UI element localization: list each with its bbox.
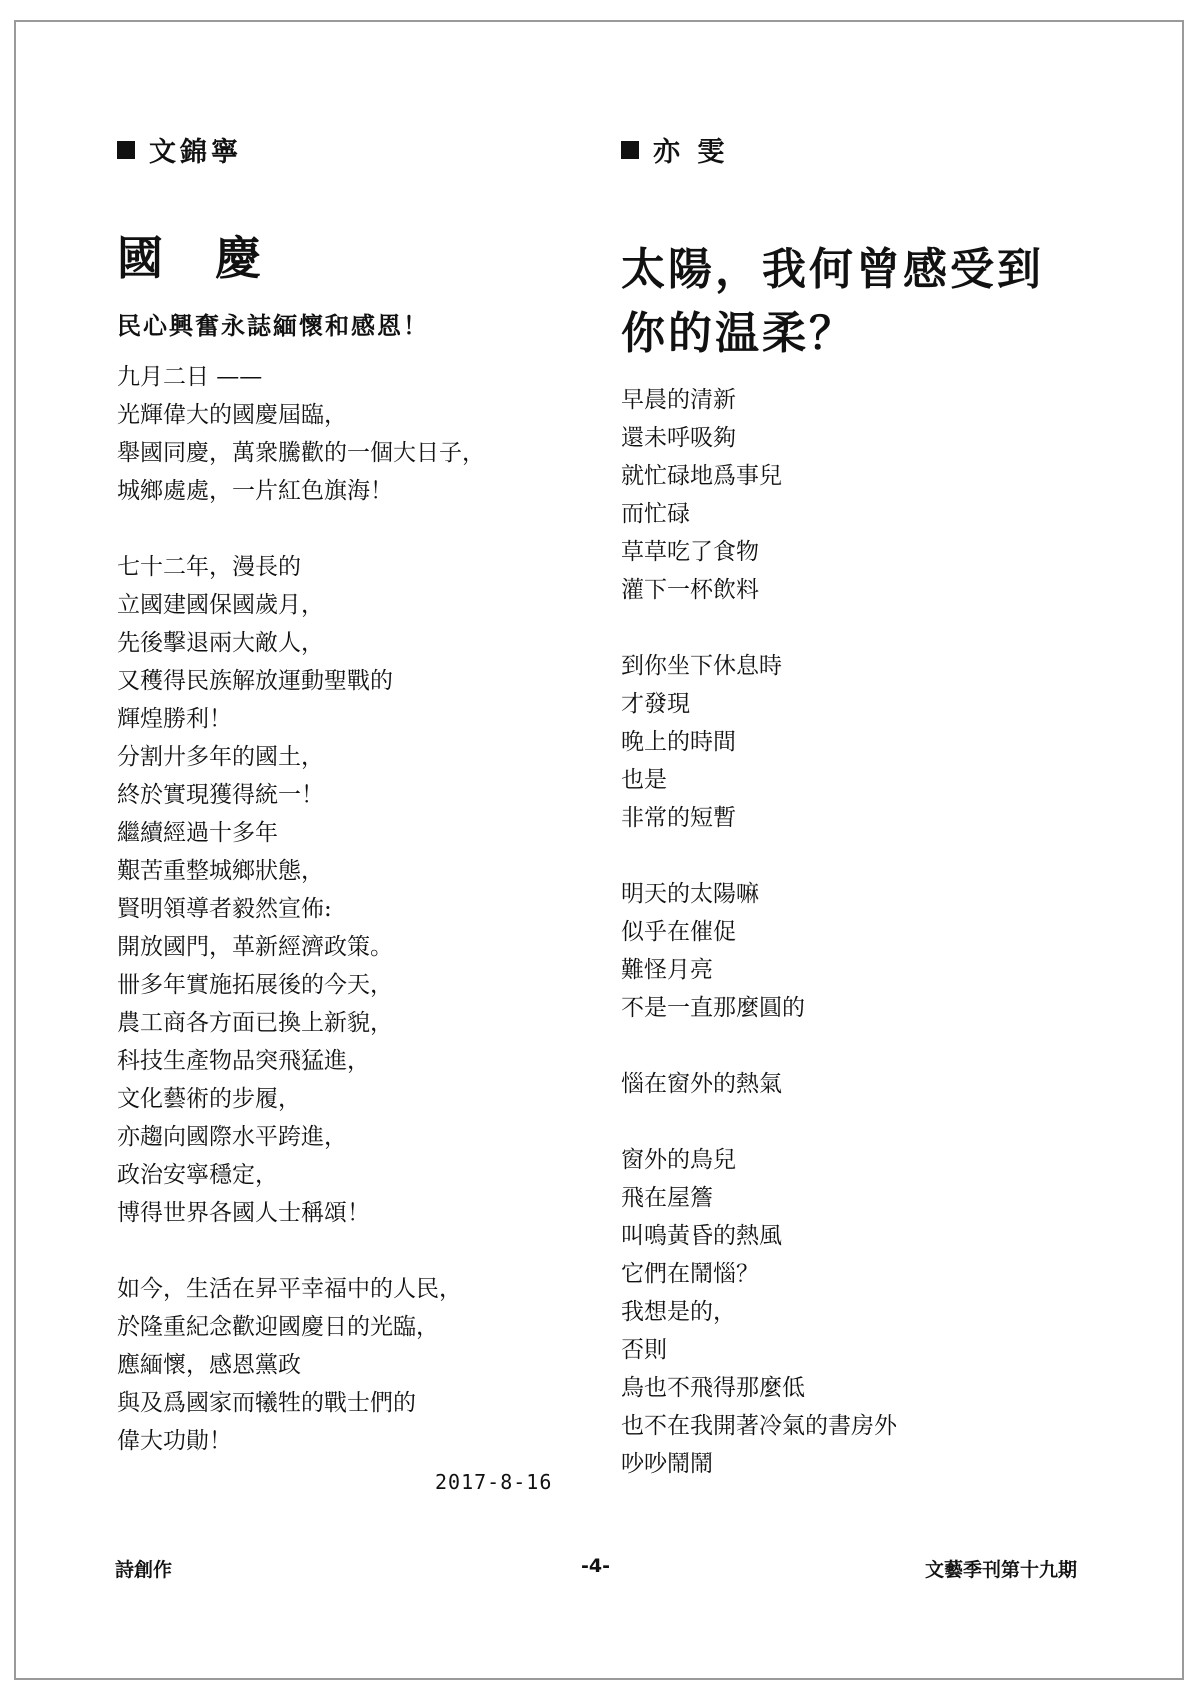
poem-line: 分割廾多年的國土， bbox=[117, 744, 324, 770]
footer-publication: 文藝季刊第十九期 bbox=[925, 1559, 1078, 1581]
poem-line: 文化藝術的步履， bbox=[117, 1086, 301, 1112]
poem-line: 卌多年實施拓展後的今天， bbox=[117, 972, 393, 998]
poem-line: 應緬懷，感恩黨政 bbox=[117, 1352, 301, 1378]
poem-line: 科技生產物品突飛猛進， bbox=[117, 1048, 370, 1074]
poem-line: 惱在窗外的熱氣 bbox=[621, 1071, 782, 1097]
poem-line: 博得世界各國人士稱頌！ bbox=[117, 1200, 370, 1226]
poem-line: 開放國門，革新經濟政策。 bbox=[117, 934, 393, 960]
right-poem-title-line1: 太陽，我何曾感受到 bbox=[621, 244, 1044, 295]
right-poem-title bbox=[621, 238, 1044, 366]
poem-line: 亦趨向國際水平跨進， bbox=[117, 1124, 347, 1150]
poem-line: 草草吃了食物 bbox=[621, 539, 759, 565]
right-author bbox=[621, 130, 728, 169]
poem-line: 明天的太陽嘛 bbox=[621, 881, 759, 907]
poem-line bbox=[621, 837, 897, 875]
poem-line: 立國建國保國歲月， bbox=[117, 592, 324, 618]
poem-line: 繼續經過十多年 bbox=[117, 820, 278, 846]
poem-line: 窗外的鳥兒 bbox=[621, 1147, 736, 1173]
poem-line: 也是 bbox=[621, 767, 667, 793]
poem-line: 賢明領導者毅然宣佈: bbox=[117, 896, 332, 922]
poem-line: 到你坐下休息時 bbox=[621, 653, 782, 679]
left-poem-subtitle: 民心興奮永誌緬懷和感恩！ bbox=[117, 311, 429, 340]
poem-line: 飛在屋簷 bbox=[621, 1185, 713, 1211]
poem-line: 如今，生活在昇平幸福中的人民， bbox=[117, 1276, 462, 1302]
poem-line bbox=[621, 1103, 897, 1141]
poem-line: 輝煌勝利！ bbox=[117, 706, 232, 732]
poem-line: 於隆重紀念歡迎國慶日的光臨， bbox=[117, 1314, 439, 1340]
poem-line: 舉國同慶，萬衆騰歡的一個大日子， bbox=[117, 440, 485, 466]
footer-page-number: -4- bbox=[581, 1555, 610, 1577]
poem-line: 灌下一杯飲料 bbox=[621, 577, 759, 603]
poem-line: 似乎在催促 bbox=[621, 919, 736, 945]
poem-line bbox=[621, 609, 897, 647]
poem-line: 非常的短暫 bbox=[621, 805, 736, 831]
square-bullet-icon bbox=[621, 141, 639, 159]
left-poem-title: 國 慶 bbox=[117, 231, 280, 285]
poem-line: 我想是的， bbox=[621, 1299, 736, 1325]
poem-line: 政治安寧穩定， bbox=[117, 1162, 278, 1188]
square-bullet-icon bbox=[117, 141, 135, 159]
poem-line: 它們在鬧惱？ bbox=[621, 1261, 759, 1287]
left-poem-body bbox=[117, 358, 485, 1460]
poem-line: 又穫得民族解放運動聖戰的 bbox=[117, 668, 393, 694]
left-author-name: 文錦寧 bbox=[149, 137, 242, 168]
poem-line: 也不在我開著冷氣的書房外 bbox=[621, 1413, 897, 1439]
poem-line: 七十二年，漫長的 bbox=[117, 554, 301, 580]
poem-line: 否則 bbox=[621, 1337, 667, 1363]
poem-line: 還未呼吸夠 bbox=[621, 425, 736, 451]
poem-line: 與及爲國家而犧牲的戰士們的 bbox=[117, 1390, 416, 1416]
poem-line: 城鄉處處，一片紅色旗海！ bbox=[117, 478, 393, 504]
poem-line: 叫鳴黃昏的熱風 bbox=[621, 1223, 782, 1249]
poem-line bbox=[117, 1232, 485, 1270]
poem-line: 先後擊退兩大敵人， bbox=[117, 630, 324, 656]
poem-line: 而忙碌 bbox=[621, 501, 690, 527]
right-poem-title-line2: 你的温柔？ bbox=[621, 308, 856, 359]
poem-line: 光輝偉大的國慶屆臨， bbox=[117, 402, 347, 428]
poem-line: 早晨的清新 bbox=[621, 387, 736, 413]
poem-line: 農工商各方面已換上新貌， bbox=[117, 1010, 393, 1036]
poem-line: 吵吵鬧鬧 bbox=[621, 1451, 713, 1477]
poem-line: 九月二日 —— bbox=[117, 364, 263, 390]
poem-line: 終於實現獲得統一！ bbox=[117, 782, 324, 808]
poem-line bbox=[621, 1027, 897, 1065]
poem-line: 偉大功勛！ bbox=[117, 1428, 232, 1454]
poem-line: 艱苦重整城鄉狀態， bbox=[117, 858, 324, 884]
poem-line: 就忙碌地爲事兒 bbox=[621, 463, 782, 489]
poem-line: 不是一直那麼圓的 bbox=[621, 995, 805, 1021]
poem-line bbox=[117, 510, 485, 548]
poem-line: 難怪月亮 bbox=[621, 957, 713, 983]
right-poem-body bbox=[621, 381, 897, 1483]
left-author bbox=[117, 130, 242, 169]
poem-line: 鳥也不飛得那麼低 bbox=[621, 1375, 805, 1401]
footer-section: 詩創作 bbox=[115, 1559, 173, 1581]
right-author-name: 亦 雯 bbox=[653, 137, 729, 168]
poem-line: 晚上的時間 bbox=[621, 729, 736, 755]
poem-line: 才發現 bbox=[621, 691, 690, 717]
left-poem-date: 2017-8-16 bbox=[435, 1470, 553, 1494]
